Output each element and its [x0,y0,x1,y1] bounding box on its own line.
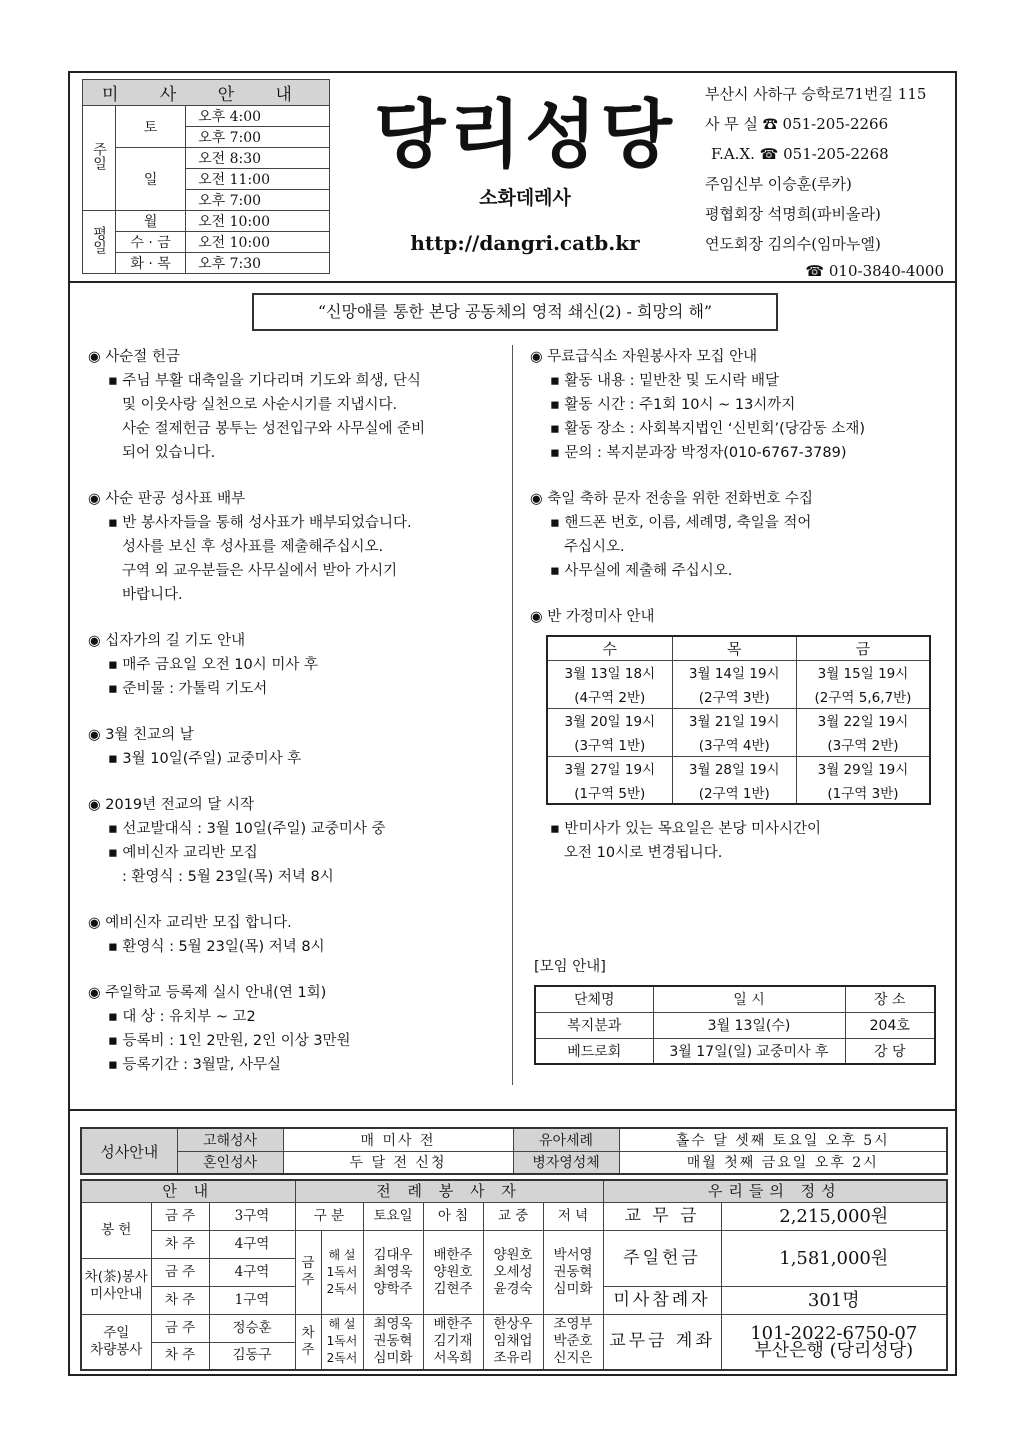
liturgy-names: 한상우 임채업 조유리 [483,1314,543,1370]
notice-line: ▪ 매주 금요일 오전 10시 미사 후 [108,657,319,673]
notice-line: ▪ 주님 부활 대축일을 기다리며 기도와 희생, 단식 [108,373,421,389]
mass-time: 오후 7:00 [186,127,330,148]
spacer [88,607,508,629]
guide-value: 정승훈 [209,1314,295,1342]
liturgy-col: 토요일 [363,1202,423,1230]
account-info [721,1314,947,1370]
mass-schedule-title: 미 사 안 내 [83,80,330,106]
offering-label: 미사참례자 [603,1286,721,1314]
left-notices [88,345,508,1077]
notice-line: 및 이웃사랑 실천으로 사순시기를 지냅시다. [122,397,398,413]
meet-header: 장 소 [845,986,935,1012]
meet-header: 일 시 [653,986,845,1012]
liturgy-names: 조영부 박준호 신지은 [543,1314,603,1370]
council-president: 평협회장 석명희(파비올라) [705,205,881,223]
notice-line: ▪ 3월 10일(주일) 교중미사 후 [108,751,302,767]
pastor: 주임신부 이승훈(루카) [705,175,852,193]
liturgy-header: 전 례 봉 사 자 [295,1180,603,1202]
notice-line: ▪ 선교발대식 : 3월 10일(주일) 교중미사 중 [108,821,386,837]
mass-day: 월 [116,211,186,232]
liturgy-this-week: 금 주 [295,1230,321,1314]
fam-cell: (2구역 5,6,7반) [796,684,930,708]
offering-value: 2,215,000원 [721,1202,947,1230]
spacer [530,583,950,605]
liturgy-names: 양원호 오세성 윤경숙 [483,1230,543,1314]
guide-week: 차 주 [151,1286,209,1314]
guide-week: 금 주 [151,1202,209,1230]
fam-header: 금 [796,636,930,660]
offering-label: 주일헌금 [603,1230,721,1286]
notice-heading: ◉ 예비신자 교리반 모집 합니다. [88,915,292,931]
notice-line: 구역 외 교우분들은 사무실에서 받아 가시기 [122,563,398,579]
fam-header: 목 [672,636,796,660]
fam-cell: 3월 21일 19시 [672,708,796,732]
notice-heading: ◉ 무료급식소 자원봉사자 모집 안내 [530,349,758,365]
spacer [88,771,508,793]
fam-cell: (3구역 2반) [796,732,930,756]
notice-line: ▪ 환영식 : 5월 23일(목) 저녁 8시 [108,939,325,955]
fam-cell: 3월 29일 19시 [796,756,930,780]
fam-cell: 3월 28일 19시 [672,756,796,780]
sodality-president: 연도회장 김의수(임마누엘) [705,235,881,253]
column-divider [512,345,513,1085]
meetings-table [534,985,936,1065]
fam-cell: (2구역 1반) [672,780,796,804]
notice-line: 주십시오. [564,539,625,555]
account-bank: 부산은행 (당리성당) [754,1339,914,1361]
meet-cell: 복지분과 [535,1012,653,1038]
liturgy-names: 박서영 권동혁 심미화 [543,1230,603,1314]
liturgy-col: 아 침 [423,1202,483,1230]
notice-line: ▪ 준비물 : 가톨릭 기도서 [108,681,268,697]
service-table [80,1179,948,1371]
sunday-label: 주일 [83,106,116,211]
notice-heading: ◉ 2019년 전교의 달 시작 [88,797,255,813]
spacer [88,701,508,723]
yearly-theme: “신망애를 통한 본당 공동체의 영적 쇄신(2) - 희망의 해” [252,293,778,331]
meet-cell: 3월 17일(일) 교중미사 후 [653,1038,845,1064]
account-label: 교무금 계좌 [603,1314,721,1370]
mass-time: 오전 11:00 [186,169,330,190]
notice-heading: ◉ 십자가의 길 기도 안내 [88,633,246,649]
fam-cell: (4구역 2반) [547,684,672,708]
mass-day: 일 [116,148,186,211]
notice-line: ▪ 핸드폰 번호, 이름, 세례명, 축일을 적어 [550,515,812,531]
right-notices [530,345,950,1065]
fam-cell: (2구역 3반) [672,684,796,708]
mass-day: 화 · 목 [116,253,186,274]
liturgy-col: 저 녁 [543,1202,603,1230]
guide-group: 주일 차량봉사 [81,1314,151,1370]
liturgy-names: 김대우 최영욱 양학주 [363,1230,423,1314]
notice-line: ▪ 등록기간 : 3월말, 사무실 [108,1057,282,1073]
fam-cell: 3월 14일 19시 [672,660,796,684]
guide-group: 차(茶)봉사 미사안내 [81,1258,151,1314]
sacraments-label: 성사안내 [81,1128,177,1174]
notice-line: 되어 있습니다. [122,445,216,461]
guide-week: 금 주 [151,1258,209,1286]
mass-time: 오후 7:00 [186,190,330,211]
liturgy-col: 구 분 [295,1202,363,1230]
meet-cell: 204호 [845,1012,935,1038]
sac-cell: 매 미사 전 [283,1128,513,1151]
offering-header: 우리들의 정성 [603,1180,947,1202]
fam-cell: 3월 13일 18시 [547,660,672,684]
notice-line: : 환영식 : 5월 23일(목) 저녁 8시 [122,869,334,885]
meetings-label: [모임 안내] [534,959,606,975]
notice-line: 사순 절제헌금 봉투는 성전입구와 사무실에 준비 [122,421,426,437]
spacer [88,889,508,911]
liturgy-names: 배한주 김기재 서옥희 [423,1314,483,1370]
guide-week: 차 주 [151,1342,209,1370]
notice-heading: ◉ 사순 판공 성사표 배부 [88,491,246,507]
mass-time: 오전 8:30 [186,148,330,169]
account-number: 101-2022-6750-07 [750,1322,918,1344]
guide-group: 봉 헌 [81,1202,151,1258]
header [70,73,955,283]
guide-value: 김동구 [209,1342,295,1370]
sac-cell: 매월 첫째 금요일 오후 2시 [619,1151,947,1174]
mass-day: 수 · 금 [116,232,186,253]
spacer [530,465,950,487]
meet-header: 단체명 [535,986,653,1012]
liturgy-names: 배한주 양원호 김현주 [423,1230,483,1314]
sacraments-table [80,1127,948,1175]
mass-day: 토 [116,106,186,148]
notice-heading: ◉ 반 가정미사 안내 [530,609,655,625]
fam-cell: (3구역 1반) [547,732,672,756]
fam-cell: 3월 15일 19시 [796,660,930,684]
sac-cell: 홀수 달 셋째 토요일 오후 5시 [619,1128,947,1151]
sac-cell: 고해성사 [177,1128,283,1151]
family-mass-note: 오전 10시로 변경됩니다. [564,845,723,861]
spacer [88,465,508,487]
notice-line: ▪ 활동 장소 : 사회복지법인 ‘신빈회’(당감동 소재) [550,421,866,437]
notice-line: ▪ 문의 : 복지분과장 박정자(010-6767-3789) [550,445,847,461]
notice-line: ▪ 활동 시간 : 주1회 10시 ~ 13시까지 [550,397,796,413]
notice-heading: ◉ 축일 축하 문자 전송을 위한 전화번호 수집 [530,491,814,507]
notice-line: ▪ 등록비 : 1인 2만원, 2인 이상 3만원 [108,1033,351,1049]
notice-line: ▪ 활동 내용 : 밑반찬 및 도시락 배달 [550,373,780,389]
church-patron: 소화데레사 [479,187,571,209]
liturgy-next-week: 차 주 [295,1314,321,1370]
notice-line: 성사를 보신 후 성사표를 제출해주십시오. [122,539,384,555]
guide-value: 4구역 [209,1230,295,1258]
fam-header: 수 [547,636,672,660]
mass-time: 오후 4:00 [186,106,330,127]
mass-schedule-table [82,79,330,274]
notice-line: 바랍니다. [122,587,183,603]
offering-label: 교 무 금 [603,1202,721,1230]
fam-cell: (1구역 3반) [796,780,930,804]
spacer [88,959,508,981]
sac-cell: 혼인성사 [177,1151,283,1174]
notice-line: ▪ 반 봉사자들을 통해 성사표가 배부되었습니다. [108,515,412,531]
guide-week: 금 주 [151,1314,209,1342]
notice-line: ▪ 대 상 : 유치부 ~ 고2 [108,1009,256,1025]
guide-week: 차 주 [151,1230,209,1258]
meet-cell: 강 당 [845,1038,935,1064]
church-name: 당리성당 [374,92,676,178]
guide-value: 4구역 [209,1258,295,1286]
family-mass-table [546,635,931,805]
guide-header: 안 내 [81,1180,295,1202]
president-phone: ☎ 010-3840-4000 [805,262,944,280]
mass-time: 오후 7:30 [186,253,330,274]
church-url[interactable]: http://dangri.catb.kr [410,231,640,255]
meet-cell: 베드로회 [535,1038,653,1064]
sac-cell: 유아세례 [513,1128,619,1151]
mass-time: 오전 10:00 [186,232,330,253]
fam-cell: 3월 22일 19시 [796,708,930,732]
bulletin-frame [68,71,957,1376]
address: 부산시 사하구 승학로71번길 115 [705,85,927,103]
mass-time: 오전 10:00 [186,211,330,232]
notice-heading: ◉ 3월 친교의 날 [88,727,194,743]
liturgy-roles: 해 설 1독서 2독서 [321,1230,363,1314]
weekday-label: 평일 [83,211,116,274]
office-phone: 사 무 실 ☎ 051-205-2266 [705,115,889,133]
bottom-divider [70,1109,955,1111]
sac-cell: 병자영성체 [513,1151,619,1174]
fam-cell: 3월 27일 19시 [547,756,672,780]
liturgy-names: 최영욱 권동혁 심미화 [363,1314,423,1370]
sac-cell: 두 달 전 신청 [283,1151,513,1174]
meet-cell: 3월 13일(수) [653,1012,845,1038]
fam-cell: (3구역 4반) [672,732,796,756]
offering-value: 301명 [721,1286,947,1314]
notice-line: ▪ 사무실에 제출해 주십시오. [550,563,733,579]
fax: F.A.X. ☎ 051-205-2268 [711,145,889,163]
liturgy-roles: 해 설 1독서 2독서 [321,1314,363,1370]
fam-cell: (1구역 5반) [547,780,672,804]
guide-value: 3구역 [209,1202,295,1230]
liturgy-col: 교 중 [483,1202,543,1230]
notice-heading: ◉ 사순절 헌금 [88,349,180,365]
notice-line: ▪ 예비신자 교리반 모집 [108,845,258,861]
offering-value: 1,581,000원 [721,1230,947,1286]
fam-cell: 3월 20일 19시 [547,708,672,732]
family-mass-note: ▪ 반미사가 있는 목요일은 본당 미사시간이 [550,821,821,837]
notice-heading: ◉ 주일학교 등록제 실시 안내(연 1회) [88,985,327,1001]
contact-info [705,79,950,283]
guide-value: 1구역 [209,1286,295,1314]
